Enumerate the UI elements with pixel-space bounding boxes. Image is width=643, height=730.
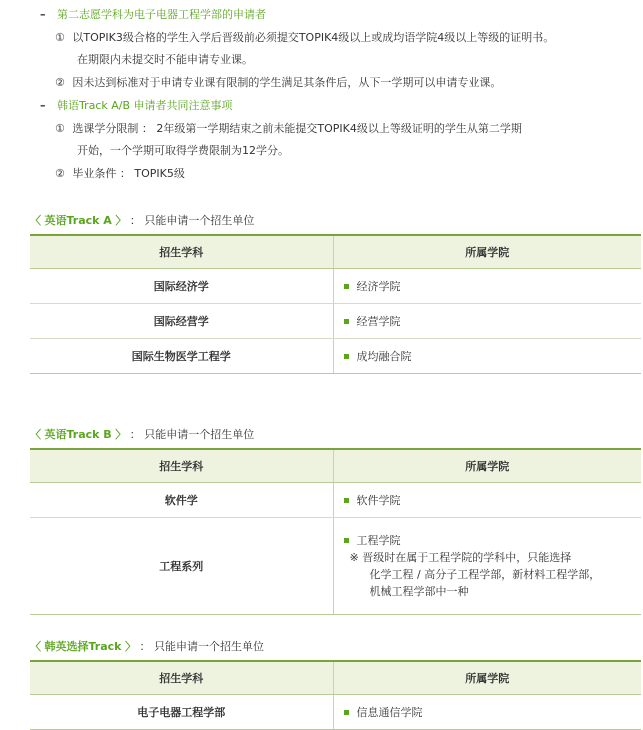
track-b-suffix: ： 只能申请一个招生单位: [129, 428, 255, 441]
college-name: 软件学院: [356, 494, 401, 507]
col-major-header: 招生学科: [30, 661, 333, 695]
track-b-heading: [30, 426, 254, 442]
section-1-heading: [40, 8, 266, 22]
bullet-icon: [344, 319, 349, 324]
major-cell: 软件学: [30, 483, 333, 518]
table-row: [30, 695, 641, 730]
dash-marker: –: [40, 8, 46, 21]
item-number: ②: [55, 167, 65, 180]
item-text: 选课学分限制 ： 2年级第一学期结束之前未能提交TOPIK4级以上等级证明的学生从第二学期: [72, 122, 522, 135]
item-text: 以TOPIK3级合格的学生入学后晋级前必须提交TOPIK4级以上或成均语学院4级以上等级的证明书。: [72, 31, 555, 44]
track-a-table: [30, 234, 641, 374]
college-name: 成均融合院: [356, 350, 412, 363]
dash-marker: –: [40, 99, 46, 112]
table-row: [30, 483, 641, 518]
bracket-close: 〉: [115, 428, 127, 441]
major-cell: 国际生物医学工程学: [30, 339, 333, 374]
bracket-close: 〉: [124, 640, 136, 653]
college-name: 工程学院: [356, 534, 401, 547]
college-note-line-3: 机械工程学部中一种: [369, 585, 469, 598]
section-2-heading: [40, 99, 233, 113]
track-c-title: 韩英选择Track: [44, 640, 122, 653]
college-cell: [333, 518, 641, 615]
bullet-icon: [344, 284, 349, 289]
item-text: 因未达到标准对于申请专业课有限制的学生满足其条件后，从下一学期可以申请专业课。: [72, 76, 502, 89]
table-row: [30, 339, 641, 374]
table-header-row: [30, 235, 641, 269]
track-c-table: [30, 660, 641, 730]
major-cell: 电子电器工程学部: [30, 695, 333, 730]
item-number: ①: [55, 122, 65, 135]
bracket-close: 〉: [115, 214, 127, 227]
table-row: [30, 304, 641, 339]
college-note-line-1: ※ 晋级时在属于工程学院的学科中，只能选择: [349, 551, 572, 564]
track-b-title: 英语Track B: [44, 428, 112, 441]
college-name: 信息通信学院: [356, 706, 423, 719]
track-b-table: [30, 448, 641, 615]
track-c-heading: [30, 638, 264, 654]
track-a-heading: [30, 212, 254, 228]
college-note-line-2: 化学工程 / 高分子工程学部，新材料工程学部，: [369, 568, 601, 581]
college-cell: [333, 695, 641, 730]
item-number: ②: [55, 76, 65, 89]
col-major-header: 招生学科: [30, 235, 333, 269]
college-cell: [333, 483, 641, 518]
college-cell: [333, 339, 641, 374]
table-row: [30, 269, 641, 304]
track-a-title: 英语Track A: [44, 214, 112, 227]
college-name: 经济学院: [356, 280, 401, 293]
col-major-header: 招生学科: [30, 449, 333, 483]
table-row: [30, 518, 641, 615]
table-header-row: [30, 449, 641, 483]
section-2-item-1-cont: 开始，一个学期可取得学费限制为12学分。: [77, 144, 289, 157]
bullet-icon: [344, 498, 349, 503]
college-name: 经营学院: [356, 315, 401, 328]
section-1-item-1: [55, 31, 554, 45]
section-2-title: 韩语Track A/B 申请者共同注意事项: [57, 99, 233, 112]
bracket-open: 〈: [30, 640, 41, 653]
bullet-icon: [344, 538, 349, 543]
table-header-row: [30, 661, 641, 695]
section-1-item-1-cont: 在期限内未提交时不能申请专业课。: [77, 53, 253, 66]
bullet-icon: [344, 710, 349, 715]
item-number: ①: [55, 31, 65, 44]
col-college-header: 所属学院: [333, 661, 641, 695]
track-a-suffix: ： 只能申请一个招生单位: [129, 214, 255, 227]
bracket-open: 〈: [30, 428, 41, 441]
bracket-open: 〈: [30, 214, 41, 227]
section-1-title: 第二志愿学科为电子电器工程学部的申请者: [57, 8, 266, 21]
college-cell: [333, 269, 641, 304]
college-line: [344, 532, 641, 549]
college-cell: [333, 304, 641, 339]
section-1-item-2: [55, 76, 501, 90]
section-2-item-2: [55, 167, 185, 181]
item-text: 毕业条件 ： TOPIK5级: [72, 167, 185, 180]
major-cell: 国际经济学: [30, 269, 333, 304]
section-2-item-1: [55, 122, 522, 136]
track-c-suffix: ： 只能申请一个招生单位: [139, 640, 264, 653]
major-cell: 工程系列: [30, 518, 333, 615]
bullet-icon: [344, 354, 349, 359]
col-college-header: 所属学院: [333, 449, 641, 483]
col-college-header: 所属学院: [333, 235, 641, 269]
major-cell: 国际经营学: [30, 304, 333, 339]
